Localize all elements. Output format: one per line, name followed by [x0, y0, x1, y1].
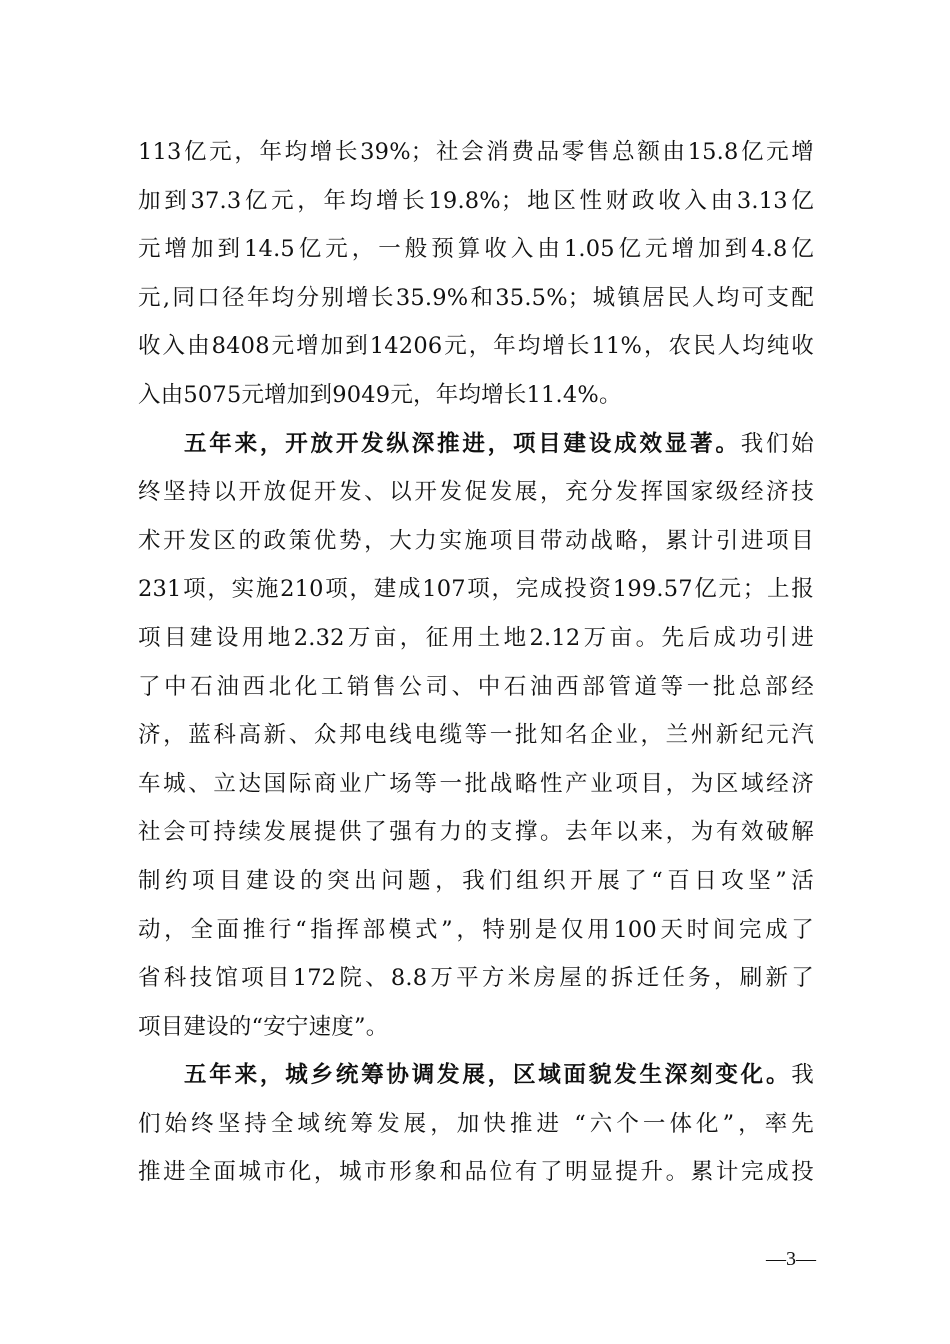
- paragraph-2-line: 终坚持以开放促开发、以开发促发展，充分发挥国家级经济技: [138, 479, 814, 506]
- paragraph-1-line: 加到37.3亿元，年均增长19.8%；地区性财政收入由3.13亿: [138, 187, 814, 214]
- paragraph-3-first-line-rest: 我: [791, 1062, 814, 1089]
- paragraph-1-line: 元增加到14.5亿元，一般预算收入由1.05亿元增加到4.8亿: [138, 236, 814, 263]
- paragraph-2-heading: 五年来，开放开发纵深推进，项目建设成效显著。: [184, 430, 741, 457]
- paragraph-2-first-line-rest: 我们始: [740, 430, 814, 457]
- paragraph-2-line: 动，全面推行“指挥部模式”，特别是仅用100天时间完成了: [138, 916, 814, 943]
- page-number: —3—: [766, 1248, 816, 1270]
- paragraph-2-first-line: [138, 420, 814, 469]
- paragraph-3-first-line: [138, 1051, 814, 1100]
- paragraph-2-line: 车城、立达国际商业广场等一批战略性产业项目，为区域经济: [138, 770, 814, 797]
- paragraph-2-line: 了中石油西北化工销售公司、中石油西部管道等一批总部经: [138, 673, 814, 700]
- paragraph-2-line: 231项，实施210项，建成107项，完成投资199.57亿元；上报: [138, 576, 814, 603]
- paragraph-2-line: 术开发区的政策优势，大力实施项目带动战略，累计引进项目: [138, 527, 814, 554]
- paragraph-3-line: 推进全面城市化，城市形象和品位有了明显提升。累计完成投: [138, 1159, 814, 1186]
- paragraph-2-line: 制约项目建设的突出问题，我们组织开展了“百日攻坚”活: [138, 867, 814, 894]
- paragraph-1-line: 元,同口径年均分别增长35.9%和35.5%；城镇居民人均可支配: [138, 284, 814, 311]
- paragraph-1-line: 入由5075元增加到9049元，年均增长11.4%。: [138, 381, 622, 408]
- paragraph-2-line: 省科技馆项目172院、8.8万平方米房屋的拆迁任务，刷新了: [138, 965, 814, 992]
- paragraph-2-line: 济，蓝科高新、众邦电线电缆等一批知名企业，兰州新纪元汽: [138, 722, 814, 749]
- body-text: [138, 128, 814, 1197]
- paragraph-1-line: 收入由8408元增加到14206元，年均增长11%，农民人均纯收: [138, 333, 814, 360]
- paragraph-2-line: 项目建设用地2.32万亩，征用土地2.12万亩。先后成功引进: [138, 624, 814, 651]
- paragraph-3-line: 们始终坚持全域统筹发展，加快推进 “六个一体化”，率先: [138, 1110, 814, 1137]
- paragraph-2-line: 项目建设的“安宁速度”。: [138, 1013, 389, 1040]
- paragraph-2-line: 社会可持续发展提供了强有力的支撑。去年以来，为有效破解: [138, 819, 814, 846]
- paragraph-1-line: 113亿元，年均增长39%；社会消费品零售总额由15.8亿元增: [138, 139, 814, 165]
- paragraph-3-heading: 五年来，城乡统筹协调发展，区域面貌发生深刻变化。: [184, 1062, 792, 1089]
